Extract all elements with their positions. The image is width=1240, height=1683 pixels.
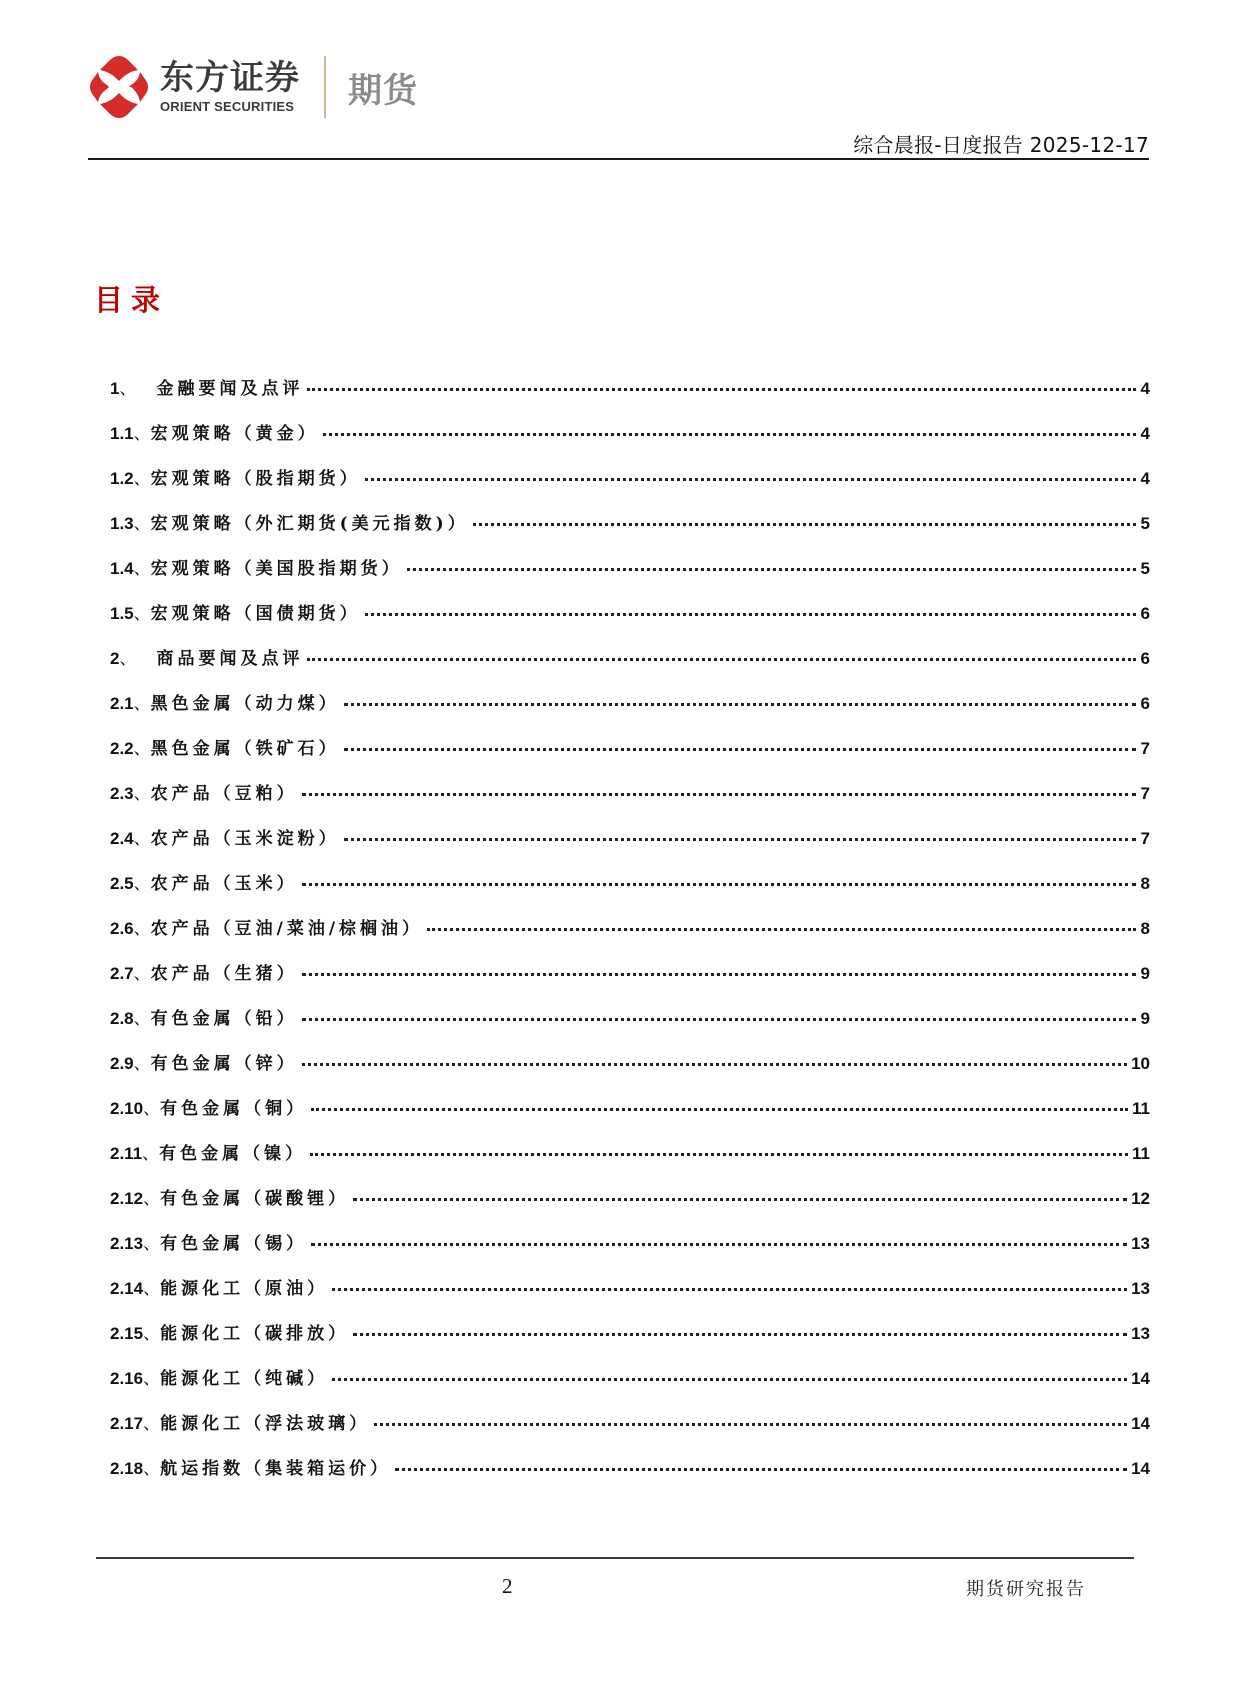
footer-divider xyxy=(96,1557,1134,1559)
toc-entry-page: 8 xyxy=(1140,874,1150,893)
toc-entry-2-7[interactable] xyxy=(110,959,1150,1004)
toc-entry-2-13[interactable] xyxy=(110,1229,1150,1274)
toc-entry-title: 能源化工（碳排放） xyxy=(160,1324,350,1344)
toc-entry-page: 9 xyxy=(1140,964,1150,983)
toc-entry-page: 4 xyxy=(1140,469,1150,488)
toc-dot-leader xyxy=(307,388,1136,391)
toc-entry-title: 航运指数（集装箱运价） xyxy=(160,1459,392,1479)
toc-entry-number: 1.4 xyxy=(110,559,134,578)
toc-entry-2-6[interactable] xyxy=(110,914,1150,959)
toc-entry-2-3[interactable] xyxy=(110,779,1150,824)
toc-entry-separator: 、 xyxy=(133,424,151,444)
brand-name-en: ORIENT SECURITIES xyxy=(160,99,295,114)
toc-entry-2-16[interactable] xyxy=(110,1364,1150,1409)
toc-entry-number: 2.9 xyxy=(110,1054,134,1073)
company-logo xyxy=(88,52,418,122)
toc-entry-title: 农产品（豆粕） xyxy=(150,784,298,804)
toc-dot-leader xyxy=(302,1018,1136,1021)
toc-entry-number: 1 xyxy=(110,379,120,398)
toc-entry-number: 2.13 xyxy=(110,1234,144,1253)
toc-entry-number: 2.5 xyxy=(110,874,134,893)
toc-entry-number: 2.11 xyxy=(110,1144,143,1163)
toc-entry-number: 2.2 xyxy=(110,739,134,758)
toc-entry-separator: 、 xyxy=(143,1459,161,1479)
toc-entry-number: 2.6 xyxy=(110,919,134,938)
toc-entry-page: 9 xyxy=(1140,1009,1150,1028)
toc-entry-page: 7 xyxy=(1140,784,1150,803)
toc-entry-separator: 、 xyxy=(119,649,137,669)
toc-entry-2-8[interactable] xyxy=(110,1004,1150,1049)
toc-dot-leader xyxy=(473,523,1136,526)
toc-entry-title: 农产品（玉米） xyxy=(150,874,298,894)
toc-entry-separator: 、 xyxy=(133,919,151,939)
toc-entry-page: 5 xyxy=(1140,559,1150,578)
toc-entry-title: 农产品（玉米淀粉） xyxy=(150,829,340,849)
toc-entry-separator: 、 xyxy=(133,1009,151,1029)
toc-entry-page: 11 xyxy=(1132,1144,1150,1163)
toc-entry-separator: 、 xyxy=(143,1324,161,1344)
toc-entry-2-4[interactable] xyxy=(110,824,1150,869)
toc-entry-title: 农产品（豆油/菜油/棕榈油） xyxy=(150,919,424,939)
toc-entry-page: 13 xyxy=(1131,1234,1150,1253)
toc-entry-title: 有色金属（锡） xyxy=(160,1234,308,1254)
toc-dot-leader xyxy=(310,1153,1128,1156)
toc-entry-separator: 、 xyxy=(133,1054,151,1074)
toc-dot-leader xyxy=(353,1198,1127,1201)
toc-dot-leader xyxy=(344,748,1136,751)
toc-entry-number: 2.14 xyxy=(110,1279,144,1298)
toc-entry-separator: 、 xyxy=(133,829,151,849)
toc-entry-number: 2.3 xyxy=(110,784,134,803)
footer-label: 期货研究报告 xyxy=(966,1579,1086,1600)
toc-entry-2-9[interactable] xyxy=(110,1049,1150,1094)
toc-dot-leader xyxy=(307,658,1136,661)
toc-heading: 目录 xyxy=(94,283,169,317)
toc-dot-leader xyxy=(344,703,1136,706)
toc-dot-leader xyxy=(407,568,1136,571)
toc-entry-page: 6 xyxy=(1140,649,1150,668)
toc-entry-number: 2.17 xyxy=(110,1414,144,1433)
toc-entry-number: 2.10 xyxy=(110,1099,144,1118)
toc-entry-2-15[interactable] xyxy=(110,1319,1150,1364)
toc-entry-number: 1.3 xyxy=(110,514,134,533)
toc-entry-page: 4 xyxy=(1140,424,1150,443)
toc-entry-2-18[interactable] xyxy=(110,1454,1150,1499)
toc-entry-1-4[interactable] xyxy=(110,554,1150,599)
toc-entry-page: 7 xyxy=(1140,739,1150,758)
toc-entry-separator: 、 xyxy=(119,379,137,399)
toc-entry-2-11[interactable] xyxy=(110,1139,1150,1184)
toc-entry-separator: 、 xyxy=(133,874,151,894)
toc-entry-title: 商品要闻及点评 xyxy=(156,649,304,669)
toc-dot-leader xyxy=(311,1243,1127,1246)
toc-entry-title: 有色金属（碳酸锂） xyxy=(160,1189,350,1209)
toc-entry-separator: 、 xyxy=(143,1234,161,1254)
toc-entry-title: 能源化工（纯碱） xyxy=(160,1369,329,1389)
toc-entry-2-17[interactable] xyxy=(110,1409,1150,1454)
toc-entry-number: 2.8 xyxy=(110,1009,134,1028)
toc-entry-title: 能源化工（浮法玻璃） xyxy=(160,1414,371,1434)
toc-entry-page: 13 xyxy=(1131,1279,1150,1298)
toc-entry-separator: 、 xyxy=(133,514,151,534)
toc-entry-title: 能源化工（原油） xyxy=(160,1279,329,1299)
toc-entry-number: 2.15 xyxy=(110,1324,144,1343)
toc-entry-number: 1.1 xyxy=(110,424,134,443)
toc-entry-title: 农产品（生猪） xyxy=(150,964,298,984)
toc-entry-title: 黑色金属（动力煤） xyxy=(150,694,340,714)
toc-dot-leader xyxy=(395,1468,1127,1471)
toc-entry-page: 4 xyxy=(1140,379,1150,398)
toc-entry-page: 8 xyxy=(1140,919,1150,938)
brand-name-cn: 东方证券 xyxy=(160,58,300,98)
table-of-contents xyxy=(110,374,1150,1499)
toc-entry-number: 1.2 xyxy=(110,469,134,488)
toc-entry-number: 2.12 xyxy=(110,1189,144,1208)
toc-entry-2-10[interactable] xyxy=(110,1094,1150,1139)
toc-entry-number: 2.16 xyxy=(110,1369,144,1388)
toc-entry-1-1[interactable] xyxy=(110,419,1150,464)
toc-entry-separator: 、 xyxy=(143,1369,161,1389)
toc-entry-separator: 、 xyxy=(143,1414,161,1434)
toc-entry-separator: 、 xyxy=(143,1189,161,1209)
toc-dot-leader xyxy=(365,478,1136,481)
toc-dot-leader xyxy=(323,433,1136,436)
toc-entry-separator: 、 xyxy=(133,784,151,804)
toc-dot-leader xyxy=(302,883,1136,886)
toc-entry-separator: 、 xyxy=(133,604,151,624)
division-name: 期货 xyxy=(348,70,418,111)
toc-entry-title: 宏观策略（美国股指期货） xyxy=(150,559,403,579)
toc-entry-number: 2.4 xyxy=(110,829,134,848)
toc-entry-separator: 、 xyxy=(133,469,151,489)
toc-entry-separator: 、 xyxy=(133,964,151,984)
toc-dot-leader xyxy=(374,1423,1127,1426)
toc-entry-title: 宏观策略（国债期货） xyxy=(150,604,361,624)
toc-dot-leader xyxy=(353,1333,1127,1336)
toc-entry-page: 5 xyxy=(1140,514,1150,533)
toc-entry-2-1[interactable] xyxy=(110,689,1150,734)
toc-entry-number: 1.5 xyxy=(110,604,134,623)
toc-entry-separator: 、 xyxy=(143,1099,161,1119)
logo-divider xyxy=(324,56,326,118)
toc-dot-leader xyxy=(302,973,1136,976)
toc-entry-number: 2 xyxy=(110,649,120,668)
toc-dot-leader xyxy=(332,1378,1127,1381)
toc-entry-page: 11 xyxy=(1132,1099,1150,1118)
toc-entry-separator: 、 xyxy=(133,694,151,714)
toc-entry-separator: 、 xyxy=(133,559,151,579)
orient-securities-logo-icon xyxy=(88,54,150,120)
toc-dot-leader xyxy=(332,1288,1127,1291)
toc-entry-number: 2.18 xyxy=(110,1459,144,1478)
toc-entry-page: 6 xyxy=(1140,604,1150,623)
toc-dot-leader xyxy=(427,928,1136,931)
toc-entry-title: 有色金属（镍） xyxy=(159,1144,307,1164)
toc-entry-title: 宏观策略（外汇期货(美元指数)） xyxy=(150,514,469,534)
toc-entry-title: 有色金属（铅） xyxy=(150,1009,298,1029)
toc-entry-title: 金融要闻及点评 xyxy=(156,379,304,399)
toc-entry-page: 14 xyxy=(1131,1414,1150,1433)
toc-entry-1-3[interactable] xyxy=(110,509,1150,554)
toc-entry-2-2[interactable] xyxy=(110,734,1150,779)
toc-entry-separator: 、 xyxy=(142,1144,160,1164)
page-number: 2 xyxy=(502,1574,513,1598)
toc-entry-separator: 、 xyxy=(133,739,151,759)
toc-entry-page: 7 xyxy=(1140,829,1150,848)
toc-entry-2-5[interactable] xyxy=(110,869,1150,914)
toc-entry-2[interactable] xyxy=(110,644,1150,689)
toc-entry-number: 2.7 xyxy=(110,964,134,983)
toc-entry-page: 12 xyxy=(1131,1189,1150,1208)
toc-dot-leader xyxy=(344,838,1136,841)
toc-dot-leader xyxy=(302,1063,1127,1066)
toc-entry-2-14[interactable] xyxy=(110,1274,1150,1319)
toc-entry-2-12[interactable] xyxy=(110,1184,1150,1229)
toc-entry-page: 10 xyxy=(1131,1054,1150,1073)
toc-entry-title: 有色金属（锌） xyxy=(150,1054,298,1074)
toc-entry-number: 2.1 xyxy=(110,694,134,713)
toc-entry-1-5[interactable] xyxy=(110,599,1150,644)
toc-entry-title: 宏观策略（黄金） xyxy=(150,424,319,444)
toc-dot-leader xyxy=(365,613,1136,616)
toc-entry-title: 黑色金属（铁矿石） xyxy=(150,739,340,759)
toc-entry-separator: 、 xyxy=(143,1279,161,1299)
toc-entry-page: 6 xyxy=(1140,694,1150,713)
toc-dot-leader xyxy=(311,1108,1128,1111)
toc-entry-page: 14 xyxy=(1131,1459,1150,1478)
toc-entry-1-2[interactable] xyxy=(110,464,1150,509)
report-title: 综合晨报-日度报告 2025-12-17 xyxy=(853,133,1149,157)
toc-entry-1[interactable] xyxy=(110,374,1150,419)
header-divider xyxy=(88,158,1149,160)
toc-entry-page: 13 xyxy=(1131,1324,1150,1343)
toc-entry-title: 宏观策略（股指期货） xyxy=(150,469,361,489)
toc-dot-leader xyxy=(302,793,1136,796)
toc-entry-page: 14 xyxy=(1131,1369,1150,1388)
toc-entry-title: 有色金属（铜） xyxy=(160,1099,308,1119)
